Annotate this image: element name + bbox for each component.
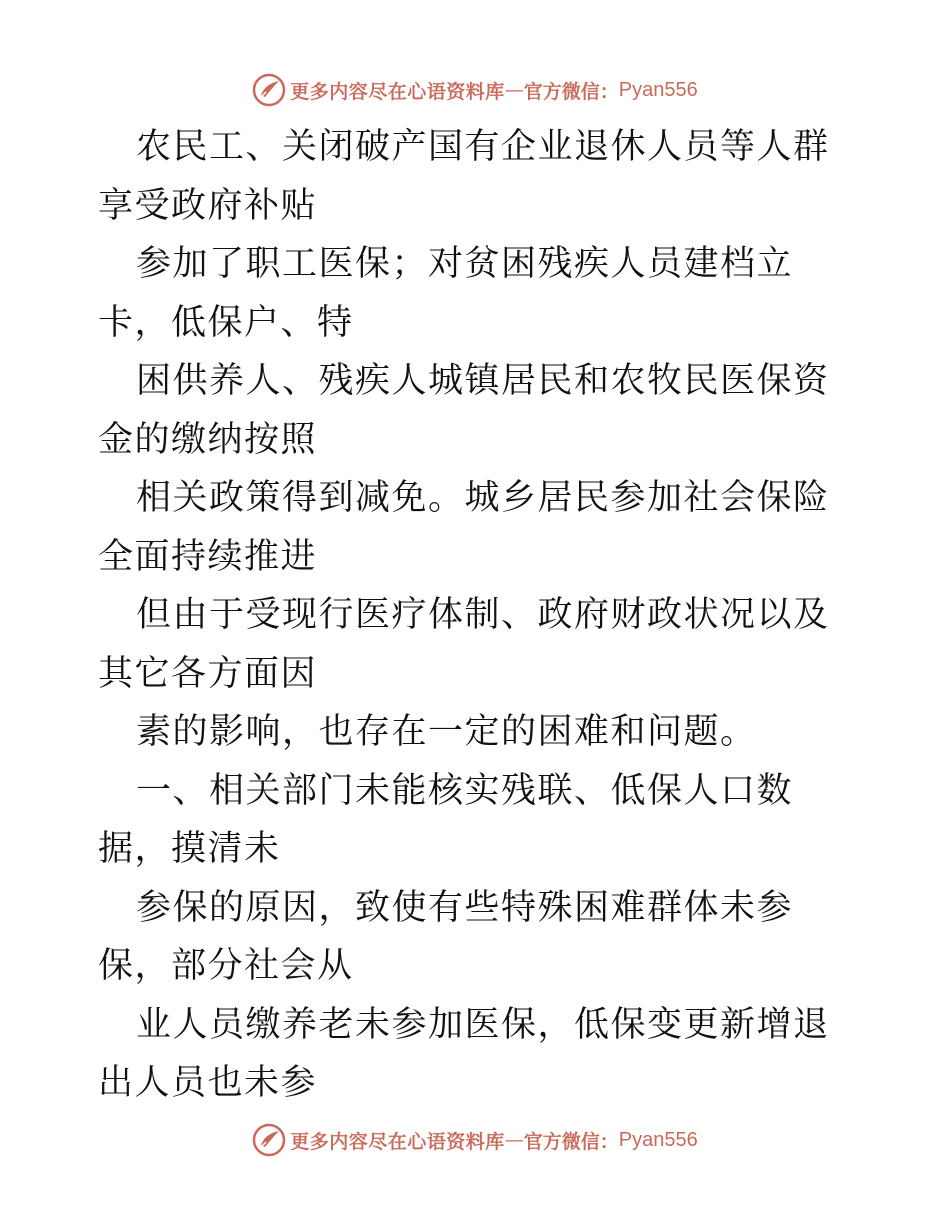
paragraph: 参加了职工医保；对贫困残疾人员建档立卡，低保户、特 — [98, 244, 794, 343]
book-quill-logo-icon — [252, 73, 286, 107]
watermark-id: Pyan556 — [618, 1128, 698, 1151]
document-body — [98, 118, 858, 1113]
paragraph: 参保的原因，致使有些特殊困难群体未参保，部分社会从 — [98, 887, 794, 986]
footer-watermark — [0, 1120, 950, 1160]
watermark-label: 官方微信： — [523, 1130, 619, 1153]
watermark-dash: — — [504, 1129, 524, 1151]
book-quill-logo-icon — [252, 1123, 286, 1157]
watermark-label: 官方微信： — [523, 80, 619, 103]
watermark-brand: 更多内容尽在心语资料库 — [290, 80, 505, 103]
paragraph: 素的影响，也存在一定的困难和问题。 — [136, 712, 757, 752]
paragraph: 但由于受现行医疗体制、政府财政状况以及其它各方面因 — [98, 595, 830, 694]
paragraph: 相关政策得到减免。城乡居民参加社会保险全面持续推进 — [98, 478, 830, 577]
header-watermark — [0, 70, 950, 110]
paragraph: 一、相关部门未能核实残联、低保人口数据，摸清未 — [98, 770, 794, 869]
paragraph: 农民工、关闭破产国有企业退休人员等人群享受政府补贴 — [98, 127, 830, 226]
watermark-brand: 更多内容尽在心语资料库 — [290, 1130, 505, 1153]
paragraph: 困供养人、残疾人城镇居民和农牧民医保资金的缴纳按照 — [98, 361, 830, 460]
watermark-id: Pyan556 — [618, 78, 698, 101]
watermark-dash: — — [504, 79, 524, 101]
paragraph: 业人员缴养老未参加医保，低保变更新增退出人员也未参 — [98, 1004, 830, 1103]
